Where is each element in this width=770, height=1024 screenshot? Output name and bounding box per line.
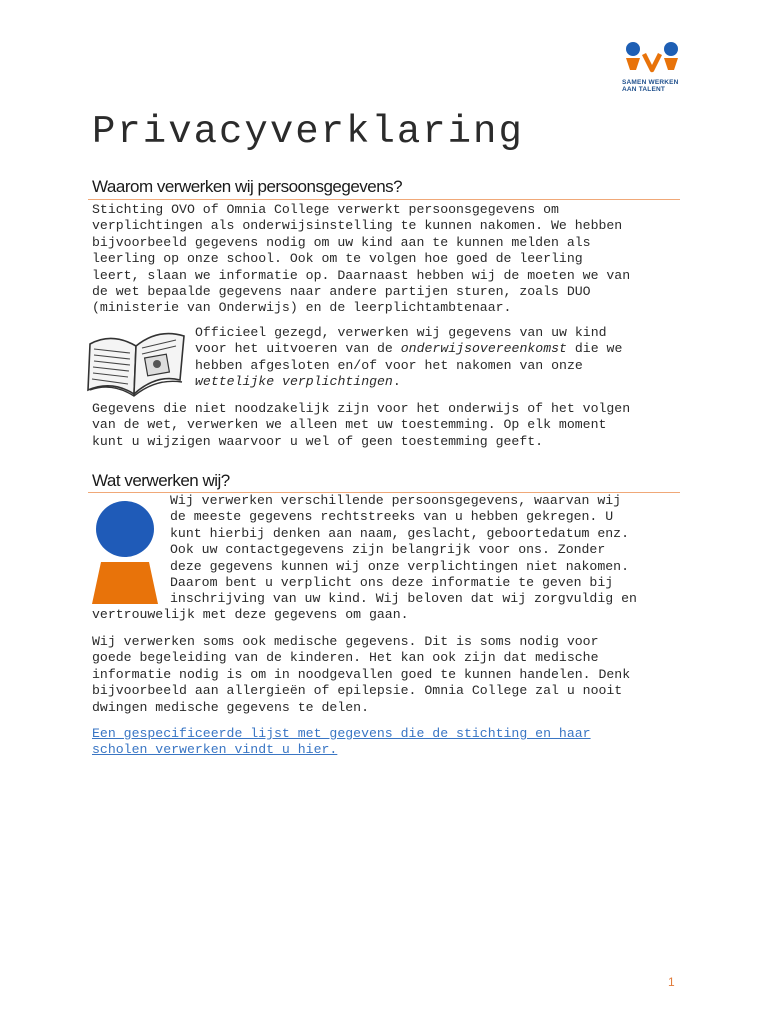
open-book-icon: [84, 322, 188, 398]
logo: [622, 40, 682, 92]
page-number: 1: [668, 975, 675, 989]
paragraph-medical: [92, 634, 630, 716]
text-line-with-emphasis: [195, 341, 622, 357]
paragraph-what-wrapped: [170, 493, 629, 591]
text-line: van de wet, verwerken we alleen met uw toestemming. Op elk moment: [92, 417, 607, 433]
text-line: inschrijving van uw kind. Wij beloven dat wij zorgvuldig en: [170, 591, 637, 606]
text-line: de meeste gegevens rechtstreeks van u hebben gekregen. U: [170, 509, 614, 525]
text-line: bijvoorbeeld aan allergieën of epilepsie. Omnia College zal u nooit: [92, 683, 623, 699]
text-line-with-emphasis: [195, 374, 622, 390]
section-heading-why: Waarom verwerken wij persoonsgegevens?: [92, 177, 403, 196]
logo-figures-icon: [622, 40, 682, 74]
text-line: dwingen medische gegevens te delen.: [92, 699, 369, 715]
section-heading-what: Wat verwerken wij?: [92, 471, 230, 490]
text-line: Wij verwerken verschillende persoonsgegevens, waarvan wij: [170, 493, 622, 508]
logo-text-line1: SAMEN WERKEN: [622, 79, 679, 86]
text-line: leert, slaan we informatie op. Daarnaast hebben wij de moeten we van: [92, 267, 631, 283]
text-line: verplichtingen als onderwijsinstelling te kunnen nakomen. We hebben: [92, 218, 623, 234]
text-line: bijvoorbeeld gegevens nodig om uw kind aan te kunnen melden als: [92, 234, 591, 250]
data-list-link[interactable]: [92, 726, 591, 759]
link-line[interactable]: scholen verwerken vindt u hier.: [92, 742, 338, 758]
text-line: de wet bepaalde gegevens naar andere partijen sturen, zoals DUO: [92, 284, 591, 300]
text-line: goede begeleiding van de kinderen. Het kan ook zijn dat medische: [92, 650, 599, 666]
logo-text-line2: AAN TALENT: [622, 86, 666, 93]
paragraph-intro: [92, 202, 630, 317]
text-line: kunt u wijzigen waarvoor u wel of geen toestemming geeft.: [92, 433, 544, 449]
text-line: leerling op onze school. Ook om te volgen hoe goed de leerling: [92, 251, 583, 267]
text-line: informatie nodig is om in noodgevallen goed te kunnen handelen. Denk: [92, 666, 631, 682]
text-run: die we: [566, 341, 623, 357]
person-icon: [92, 500, 162, 604]
text-line: Officieel gezegd, verwerken wij gegevens van uw kind: [195, 325, 607, 340]
text-run: voor het uitvoeren van de: [195, 341, 401, 357]
text-line: Stichting OVO of Omnia College verwerkt persoonsgegevens om: [92, 202, 559, 217]
text-run: .: [392, 374, 401, 390]
emphasis-onderwijsovereenkomst: onderwijsovereenkomst: [400, 341, 567, 357]
text-line: vertrouwelijk met deze gegevens om gaan.: [92, 607, 409, 623]
paragraph-consent: [92, 401, 630, 450]
section-divider: [88, 199, 680, 200]
paragraph-official: [195, 325, 622, 391]
text-line: Gegevens die niet noodzakelijk zijn voor het onderwijs of het volgen: [92, 401, 631, 416]
paragraph-what-continued: [92, 591, 637, 624]
page-title: Privacyverklaring: [92, 110, 524, 154]
text-line: hebben afgesloten en/of voor het nakomen van onze: [195, 357, 583, 373]
emphasis-wettelijke-verplichtingen: wettelijke verplichtingen: [195, 374, 393, 390]
text-line: kunt hierbij denken aan naam, geslacht, geboortedatum enz.: [170, 525, 629, 541]
link-line[interactable]: Een gespecificeerde lijst met gegevens die de stichting en haar: [92, 726, 591, 741]
text-line: Ook uw contactgegevens zijn belangrijk voor ons. Zonder: [170, 542, 606, 558]
text-line: deze gegevens kunnen wij onze verplichtingen niet nakomen.: [170, 558, 629, 574]
text-line: Daarom bent u verplicht ons deze informatie te geven bij: [170, 575, 614, 591]
text-line: (ministerie van Onderwijs) en de leerplichtambtenaar.: [92, 300, 512, 316]
text-line: Wij verwerken soms ook medische gegevens. Dit is soms nodig voor: [92, 634, 599, 649]
